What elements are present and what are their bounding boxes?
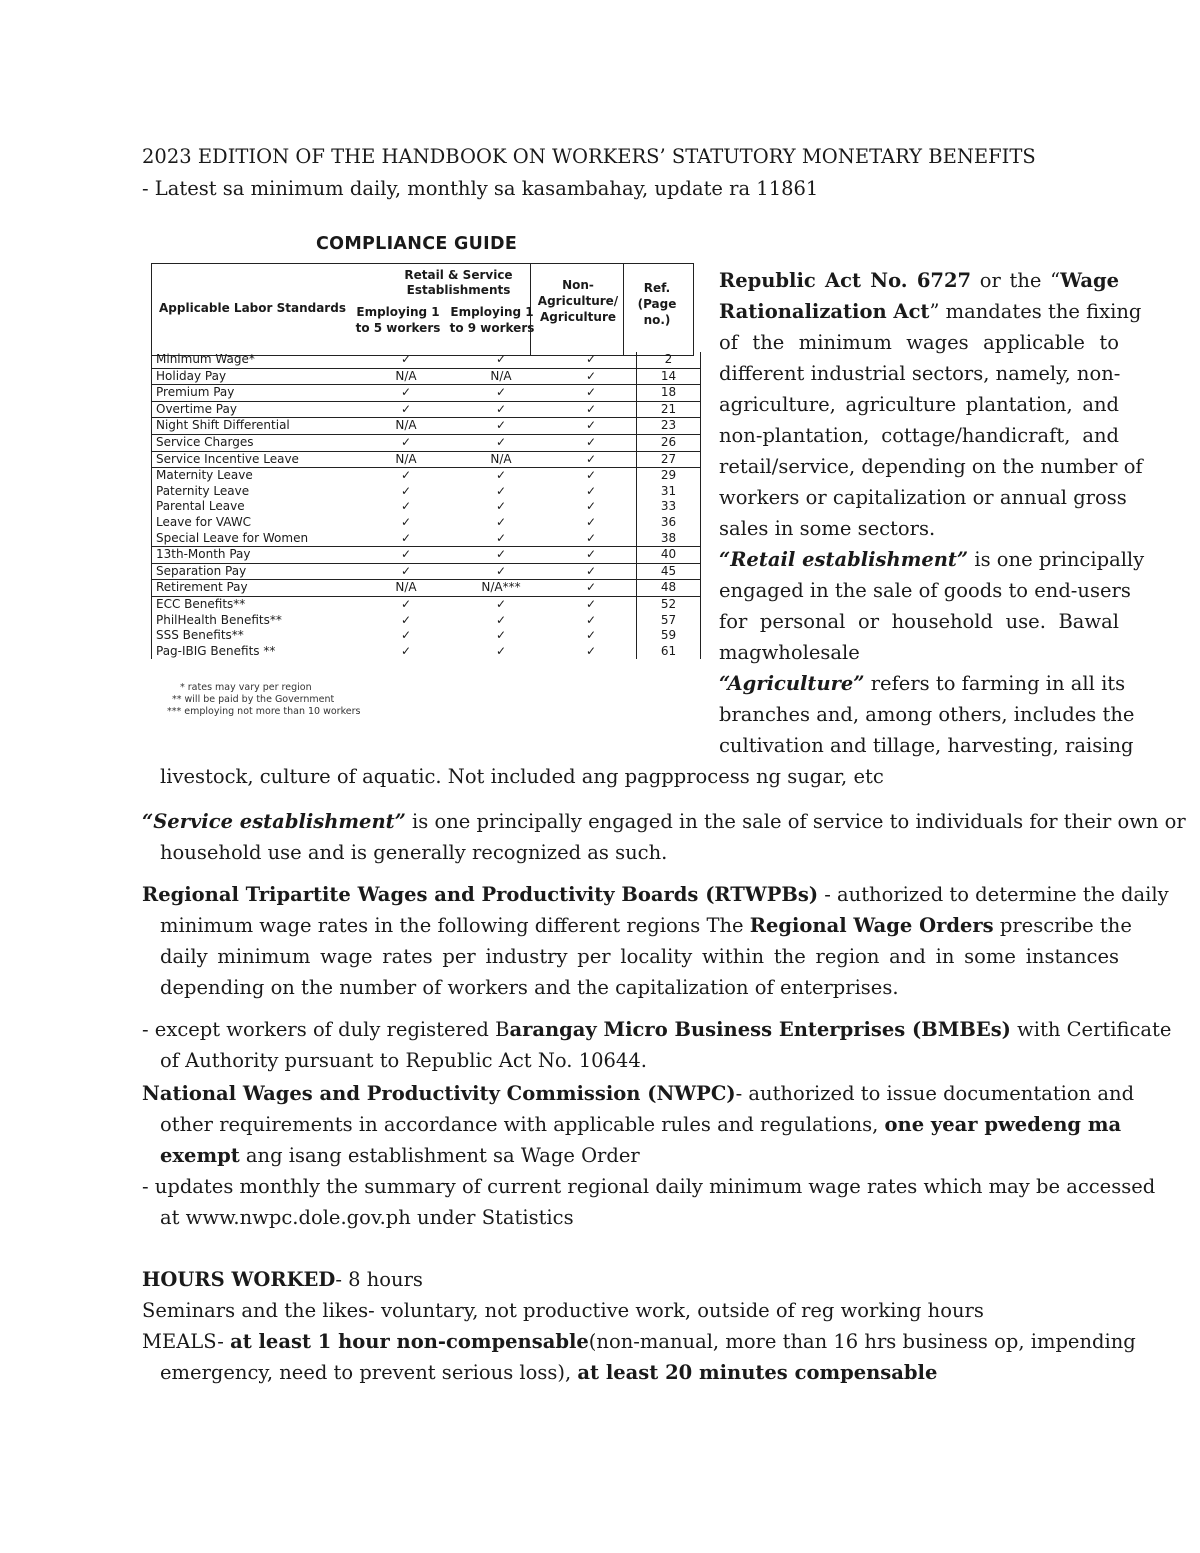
emp9-cell: ✓	[495, 612, 507, 627]
header-emp5: Employing 1 to 5 workers	[355, 305, 441, 335]
ra6727-line: Rationalization Act” mandates the fixing	[719, 300, 1142, 323]
table-row	[152, 401, 701, 418]
document-subheading: - Latest sa minimum daily, monthly sa kasambahay, update ra 11861	[142, 177, 819, 200]
ra6727-line: Republic Act No. 6727 or the “Wage	[719, 269, 1119, 292]
standard-cell: Separation Pay	[152, 563, 357, 580]
emp5-cell: ✓	[400, 628, 412, 643]
ref-cell: 2	[637, 352, 701, 368]
header-emp9: Employing 1 to 9 workers	[449, 305, 535, 335]
emp9-cell: ✓	[456, 531, 546, 547]
emp9-cell: ✓	[456, 385, 546, 402]
standard-cell: Holiday Pay	[152, 368, 357, 385]
nonagri-cell: ✓	[585, 514, 597, 529]
table-row	[152, 547, 701, 564]
footnote: ** will be paid by the Government	[172, 694, 335, 705]
ra6727-line: of the minimum wages applicable to	[719, 331, 1119, 354]
ra6727-line: agriculture, agriculture plantation, and	[719, 393, 1119, 416]
footnote: * rates may vary per region	[180, 682, 312, 693]
bmbe-line: - except workers of duly registered Barangay Micro Business Enterprises (BMBEs) with Certificate	[142, 1018, 1172, 1041]
nonagri-cell: ✓	[546, 547, 637, 564]
emp5-cell: ✓	[400, 483, 412, 498]
emp5-cell: ✓	[356, 547, 456, 564]
nonagri-cell: ✓	[585, 483, 597, 498]
emp9-cell: ✓	[495, 483, 507, 498]
standard-cell: Night Shift Differential	[152, 418, 357, 435]
ra6727-line: retail/service, depending on the number of	[719, 455, 1143, 478]
compliance-guide-title: COMPLIANCE GUIDE	[316, 234, 518, 254]
ref-cell: 33	[637, 499, 701, 515]
emp5-cell: ✓	[400, 514, 412, 529]
emp5-cell: ✓	[356, 401, 456, 418]
compliance-table-header	[151, 263, 694, 356]
agriculture-line: cultivation and tillage, harvesting, raising	[719, 734, 1134, 757]
compliance-table	[151, 352, 701, 659]
nwpc-line: National Wages and Productivity Commission (NWPC)- authorized to issue documentation and	[142, 1082, 1135, 1105]
retail-line: engaged in the sale of goods to end-users	[719, 579, 1131, 602]
agriculture-line: livestock, culture of aquatic. Not included ang pagpprocess ng sugar, etc	[160, 765, 884, 788]
emp9-cell: ✓	[456, 401, 546, 418]
ref-cell: 61	[637, 644, 701, 660]
ref-cell: 40	[637, 547, 701, 564]
nonagri-cell: ✓	[546, 368, 637, 385]
emp5-cell: ✓	[356, 531, 456, 547]
service-line: “Service establishment” is one principally engaged in the sale of service to individuals for their own or	[142, 810, 1186, 833]
rtwpb-line: daily minimum wage rates per industry per locality within the region and in some instances	[160, 945, 1119, 968]
nonagri-cell: ✓	[585, 612, 597, 627]
ref-cell: 23	[637, 418, 701, 435]
ref-cell: 29	[637, 468, 701, 484]
emp9-cell: N/A***	[456, 580, 546, 597]
table-row	[152, 580, 701, 597]
standard-cell: Premium Pay	[152, 385, 357, 402]
bmbe-line: of Authority pursuant to Republic Act No. 10644.	[160, 1049, 647, 1072]
standard-cell: Special Leave for Women	[152, 531, 357, 547]
ref-cell: 18	[637, 385, 701, 402]
emp9-cell: ✓	[495, 628, 507, 643]
table-row	[152, 352, 701, 368]
standard-cell: Pag-IBIG Benefits **	[152, 644, 357, 660]
nwpc-update-line: - updates monthly the summary of current regional daily minimum wage rates which may be accessed	[142, 1175, 1156, 1198]
ref-cell: 26	[637, 434, 701, 451]
footnote: *** employing not more than 10 workers	[167, 706, 361, 717]
emp5-cell: N/A	[356, 368, 456, 385]
emp5-cell: N/A	[356, 451, 456, 468]
table-row	[152, 628, 701, 644]
nonagri-cell: ✓	[546, 563, 637, 580]
emp9-cell: ✓	[456, 563, 546, 580]
agriculture-line: branches and, among others, includes the	[719, 703, 1135, 726]
emp5-cell: ✓	[400, 612, 412, 627]
meals-line: emergency, need to prevent serious loss), at least 20 minutes compensable	[160, 1361, 938, 1384]
table-row	[152, 418, 701, 435]
table-row	[152, 368, 701, 385]
emp5-cell: ✓	[356, 563, 456, 580]
table-row	[152, 484, 701, 500]
header-nonagri: Non-Agriculture/ Agriculture	[537, 278, 619, 324]
retail-line: for personal or household use. Bawal	[719, 610, 1119, 633]
standard-cell: Minimum Wage*	[152, 352, 357, 368]
emp5-cell: ✓	[356, 352, 456, 368]
table-row	[152, 596, 701, 612]
standard-cell: Service Charges	[152, 434, 357, 451]
emp9-cell: ✓	[456, 596, 546, 612]
table-row	[152, 451, 701, 468]
nonagri-cell: ✓	[546, 468, 637, 484]
emp5-cell: N/A	[356, 418, 456, 435]
table-row	[152, 385, 701, 402]
standard-cell: Paternity Leave	[152, 484, 357, 500]
ref-cell: 14	[637, 368, 701, 385]
standard-cell: Overtime Pay	[152, 401, 357, 418]
ref-cell: 45	[637, 563, 701, 580]
ref-cell: 48	[637, 580, 701, 597]
service-line: household use and is generally recognized as such.	[160, 841, 668, 864]
standard-cell: Leave for VAWC	[152, 515, 357, 531]
ra6727-line: sales in some sectors.	[719, 517, 936, 540]
nonagri-cell: ✓	[546, 451, 637, 468]
emp9-cell: ✓	[495, 643, 507, 658]
nonagri-cell: ✓	[546, 385, 637, 402]
emp9-cell: ✓	[495, 499, 507, 514]
ra6727-line: non-plantation, cottage/handicraft, and	[719, 424, 1119, 447]
table-row	[152, 499, 701, 515]
retail-line: “Retail establishment” is one principally	[719, 548, 1145, 571]
nwpc-line: other requirements in accordance with applicable rules and regulations, one year pwedeng ma	[160, 1113, 1122, 1136]
standard-cell: Maternity Leave	[152, 468, 357, 484]
table-row	[152, 644, 701, 660]
rtwpb-line: minimum wage rates in the following different regions The Regional Wage Orders prescribe the	[160, 914, 1132, 937]
emp9-cell: ✓	[456, 468, 546, 484]
nonagri-cell: ✓	[546, 418, 637, 435]
nonagri-cell: ✓	[546, 434, 637, 451]
header-standards: Applicable Labor Standards	[159, 301, 346, 315]
meals-line: MEALS- at least 1 hour non-compensable(non-manual, more than 16 hrs business op, impending	[142, 1330, 1136, 1353]
ra6727-line: workers or capitalization or annual gross	[719, 486, 1127, 509]
ref-cell: 21	[637, 401, 701, 418]
rtwpb-line: Regional Tripartite Wages and Productivity Boards (RTWPBs) - authorized to determine the daily	[142, 883, 1169, 906]
table-row	[152, 434, 701, 451]
emp5-cell: ✓	[400, 643, 412, 658]
ref-cell: 59	[637, 628, 701, 644]
document-heading: 2023 EDITION OF THE HANDBOOK ON WORKERS’ STATUTORY MONETARY BENEFITS	[142, 145, 1036, 168]
table-row	[152, 515, 701, 531]
standard-cell: PhilHealth Benefits**	[152, 613, 357, 629]
standard-cell: SSS Benefits**	[152, 628, 357, 644]
emp5-cell: ✓	[356, 434, 456, 451]
ref-cell: 36	[637, 515, 701, 531]
emp5-cell: ✓	[356, 596, 456, 612]
rtwpb-line: depending on the number of workers and the capitalization of enterprises.	[160, 976, 899, 999]
emp5-cell: ✓	[356, 468, 456, 484]
emp9-cell: N/A	[456, 451, 546, 468]
nonagri-cell: ✓	[546, 580, 637, 597]
header-retail-group: Retail & Service Establishments	[404, 268, 513, 297]
nwpc-update-line: at www.nwpc.dole.gov.ph under Statistics	[160, 1206, 574, 1229]
ra6727-line: different industrial sectors, namely, non-	[719, 362, 1121, 385]
emp5-cell: ✓	[356, 385, 456, 402]
hours-worked-line: HOURS WORKED- 8 hours	[142, 1268, 423, 1291]
emp5-cell: ✓	[400, 499, 412, 514]
standard-cell: ECC Benefits**	[152, 596, 357, 612]
nonagri-cell: ✓	[585, 628, 597, 643]
ref-cell: 27	[637, 451, 701, 468]
table-row	[152, 613, 701, 629]
ref-cell: 52	[637, 596, 701, 612]
emp9-cell: ✓	[456, 434, 546, 451]
emp9-cell: ✓	[456, 352, 546, 368]
nwpc-line: exempt ang isang establishment sa Wage Order	[160, 1144, 640, 1167]
nonagri-cell: ✓	[546, 401, 637, 418]
ref-cell: 38	[637, 531, 701, 547]
standard-cell: Retirement Pay	[152, 580, 357, 597]
emp9-cell: N/A	[456, 368, 546, 385]
emp9-cell: ✓	[456, 418, 546, 435]
seminars-line: Seminars and the likes- voluntary, not productive work, outside of reg working hours	[142, 1299, 984, 1322]
nonagri-cell: ✓	[585, 499, 597, 514]
standard-cell: Service Incentive Leave	[152, 451, 357, 468]
emp9-cell: ✓	[495, 514, 507, 529]
nonagri-cell: ✓	[585, 643, 597, 658]
emp9-cell: ✓	[456, 547, 546, 564]
nonagri-cell: ✓	[546, 531, 637, 547]
table-row	[152, 531, 701, 547]
ref-cell: 31	[637, 484, 701, 500]
retail-line: magwholesale	[719, 641, 860, 664]
standard-cell: Parental Leave	[152, 499, 357, 515]
table-row	[152, 563, 701, 580]
agriculture-line: “Agriculture” refers to farming in all its	[719, 672, 1126, 695]
header-ref: Ref. (Page no.)	[637, 281, 677, 327]
emp5-cell: N/A	[356, 580, 456, 597]
nonagri-cell: ✓	[546, 352, 637, 368]
standard-cell: 13th-Month Pay	[152, 547, 357, 564]
ref-cell: 57	[637, 613, 701, 629]
nonagri-cell: ✓	[546, 596, 637, 612]
table-row	[152, 468, 701, 484]
